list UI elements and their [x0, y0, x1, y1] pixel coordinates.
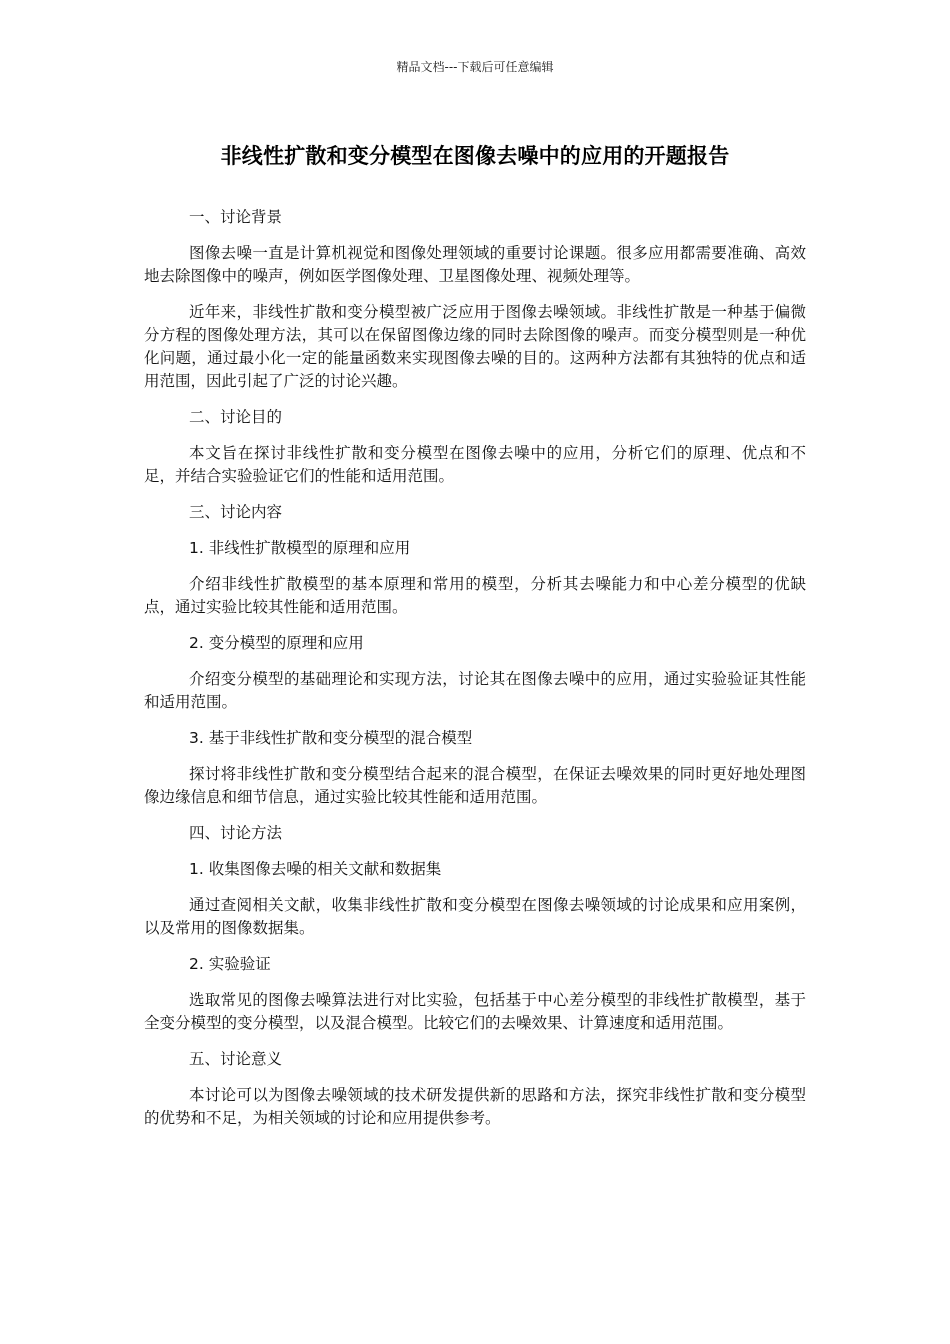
paragraph: 探讨将非线性扩散和变分模型结合起来的混合模型，在保证去噪效果的同时更好地处理图像边缘信息和细节信息，通过实验比较其性能和适用范围。	[144, 765, 806, 806]
document-body	[144, 206, 806, 1143]
section-heading-content: 三、讨论内容	[189, 503, 283, 521]
section-heading-method: 四、讨论方法	[189, 824, 283, 842]
paragraph: 通过查阅相关文献，收集非线性扩散和变分模型在图像去噪领域的讨论成果和应用案例，以及常用的图像数据集。	[144, 896, 806, 937]
section-heading-significance: 五、讨论意义	[189, 1050, 283, 1068]
paragraph: 选取常见的图像去噪算法进行对比实验，包括基于中心差分模型的非线性扩散模型，基于全变分模型的变分模型，以及混合模型。比较它们的去噪效果、计算速度和适用范围。	[144, 991, 806, 1032]
section-heading-purpose: 二、讨论目的	[189, 408, 283, 426]
subsection-heading: 3. 基于非线性扩散和变分模型的混合模型	[189, 729, 473, 747]
paragraph: 近年来，非线性扩散和变分模型被广泛应用于图像去噪领域。非线性扩散是一种基于偏微分方程的图像处理方法，其可以在保留图像边缘的同时去除图像的噪声。而变分模型则是一种优化问题，通过最小化一定的能量函数来实现图像去噪的目的。这两种方法都有其独特的优点和适用范围，因此引起了广泛的讨论兴趣。	[144, 303, 806, 390]
paragraph: 本讨论可以为图像去噪领域的技术研发提供新的思路和方法，探究非线性扩散和变分模型的优势和不足，为相关领域的讨论和应用提供参考。	[144, 1086, 806, 1127]
paragraph: 介绍非线性扩散模型的基本原理和常用的模型，分析其去噪能力和中心差分模型的优缺点，通过实验比较其性能和适用范围。	[144, 575, 806, 616]
header-note: 精品文档---下载后可任意编辑	[396, 60, 554, 74]
subsection-heading: 1. 非线性扩散模型的原理和应用	[189, 539, 411, 557]
paragraph: 介绍变分模型的基础理论和实现方法，讨论其在图像去噪中的应用，通过实验验证其性能和适用范围。	[144, 670, 806, 711]
subsection-heading: 2. 实验验证	[189, 955, 271, 973]
document-title: 非线性扩散和变分模型在图像去噪中的应用的开题报告	[220, 144, 730, 168]
section-heading-background: 一、讨论背景	[189, 208, 283, 226]
paragraph: 图像去噪一直是计算机视觉和图像处理领域的重要讨论课题。很多应用都需要准确、高效地去除图像中的噪声，例如医学图像处理、卫星图像处理、视频处理等。	[144, 244, 806, 285]
subsection-heading: 1. 收集图像去噪的相关文献和数据集	[189, 860, 442, 878]
subsection-heading: 2. 变分模型的原理和应用	[189, 634, 364, 652]
paragraph: 本文旨在探讨非线性扩散和变分模型在图像去噪中的应用，分析它们的原理、优点和不足，并结合实验验证它们的性能和适用范围。	[144, 444, 806, 485]
